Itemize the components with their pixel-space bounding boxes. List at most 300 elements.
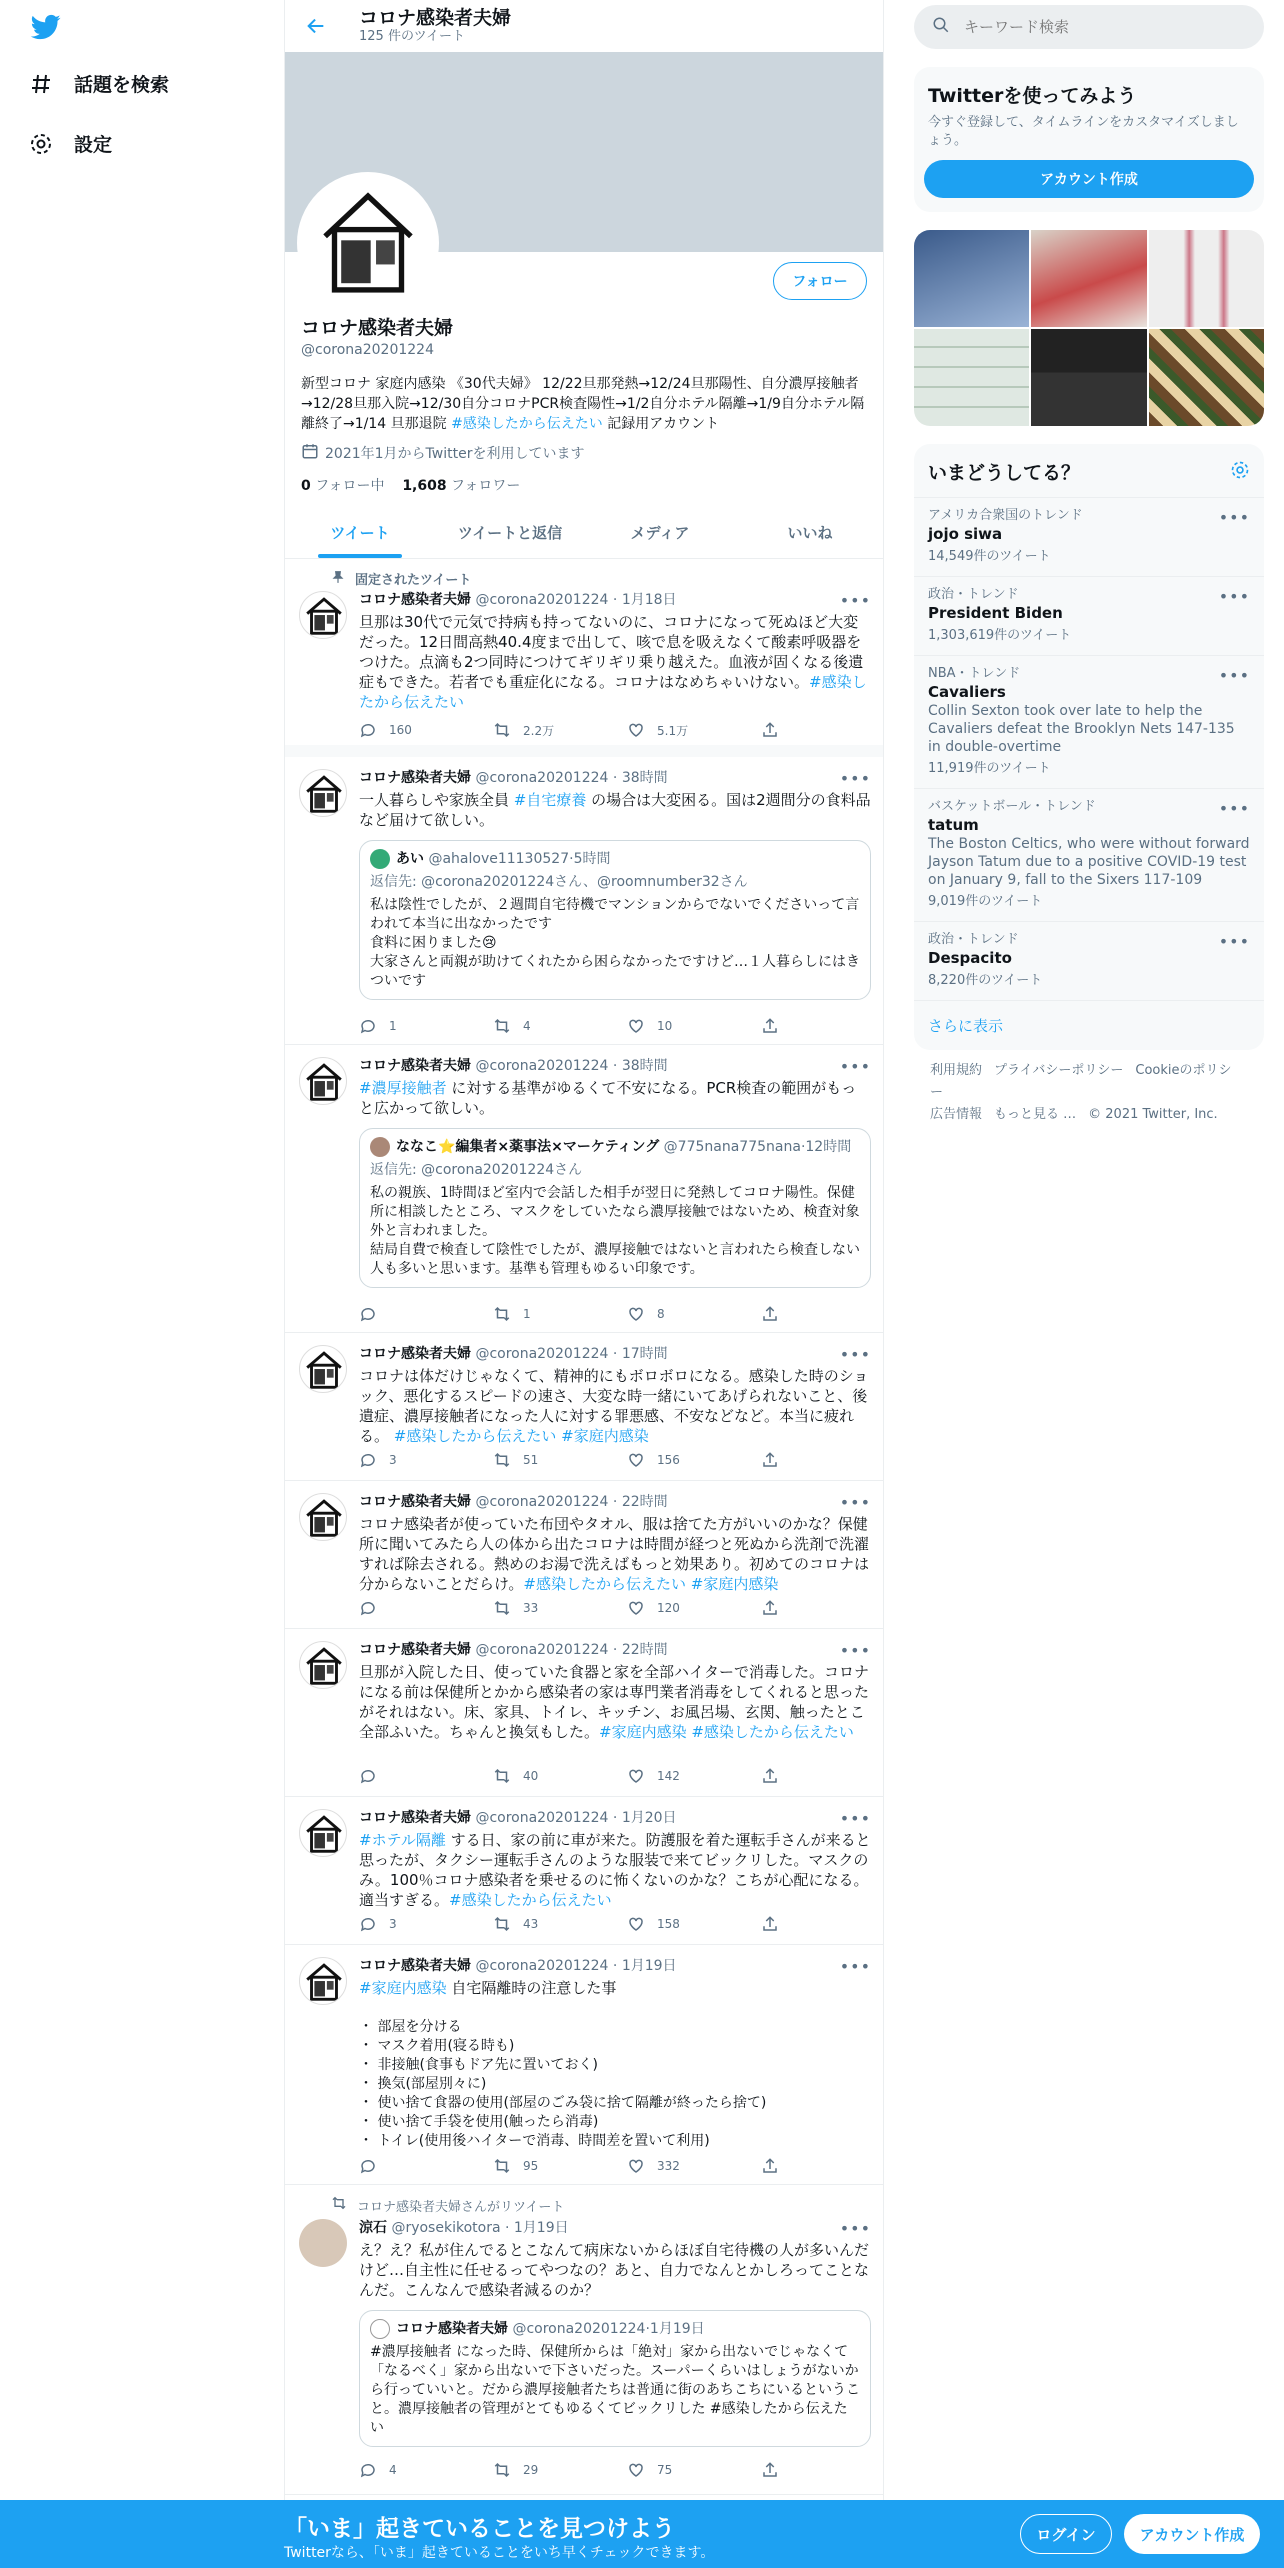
tweet-avatar[interactable] <box>299 1345 347 1393</box>
bio-text-end: 記録用アカウント <box>602 416 720 432</box>
tweet[interactable] <box>285 1797 884 1945</box>
list-item: ・ 使い捨て手袋を使用(触ったら消毒) <box>359 2114 599 2130</box>
trend-description: Collin Sexton took over late to help the Cavaliers defeat the Brooklyn Nets 147-135 in double-overtime <box>928 703 1235 755</box>
more-icon[interactable]: ••• <box>1218 587 1250 606</box>
retweet-icon <box>493 2461 511 2479</box>
tweet-actions <box>359 1017 884 1035</box>
quote-avatar <box>370 2319 390 2339</box>
tweet[interactable] <box>285 1481 884 1629</box>
retweet-count: 51 <box>523 1453 539 1467</box>
tweet-body: コロナ感染者夫婦 @corona20201224 · 1月18日 ••• 旦那は30代で元気で持病も持ってないのに、コロナになって死ぬほど大変だった。12日間高熱40.4度まで出して、咳で息を吸えなくて酸素呼吸器をつけた。点滴も2つ同時につけてギリギリ乗り越えた。血液が固くなる後遺症もできた。若者でも重症化になる。コロナはなめちゃいけない。#感染したから伝えたい <box>359 591 871 711</box>
tweet-body: コロナ感染者夫婦 @corona20201224 · 22時間 ••• 旦那が入院した日、使っていた食器と家を全部ハイターで消毒した。コロナになる前は保健所とかから感染者の家は専門業者消毒をしてくれると思ったがそれはない。床、家具、トイレ、キッチン、お風呂場、玄関、触ったとこ全部ふいた。ちゃんと換気もした。#家庭内感染 #感染したから伝えたい <box>359 1641 871 1741</box>
tweet-actions <box>359 721 884 739</box>
tweet-time[interactable]: 1月19日 <box>513 2220 569 2236</box>
reply-button[interactable] <box>359 1767 493 1785</box>
retweet-button[interactable] <box>493 721 627 739</box>
tab-likes[interactable]: いいね <box>787 523 833 542</box>
footer-links <box>914 1050 1264 1136</box>
tweet-text <box>359 612 871 712</box>
media-grid <box>914 230 1264 426</box>
tweet-avatar[interactable] <box>299 1641 347 1689</box>
more-icon[interactable]: ••• <box>839 1057 871 1076</box>
media-thumb[interactable] <box>1149 329 1264 426</box>
tweet-author[interactable]: コロナ感染者夫婦 <box>359 1346 471 1362</box>
tweet[interactable] <box>285 1629 884 1797</box>
quote-avatar <box>370 849 390 869</box>
reply-icon <box>359 1915 377 1933</box>
tweet-actions <box>359 1305 884 1323</box>
share-button[interactable] <box>761 2461 884 2479</box>
trend-count: 14,549件のツイート <box>928 549 1051 564</box>
quote-reply-to: 返信先: @corona20201224さん <box>370 1162 583 1178</box>
tweet-text-a: 一人暮らしや家族全員 <box>359 791 514 809</box>
heart-icon <box>627 1767 645 1785</box>
more-icon[interactable]: ••• <box>839 1809 871 1828</box>
tweet-hashtag[interactable]: #感染したから伝えたい <box>523 1575 686 1593</box>
tweet-text: え？え？私が住んでるとこなんて病床ないからほぼ自宅待機の人が多いんだけど…自主性に任せるってやつなの？あと、自力でなんとかしろってことなんだ。こんなんで感染者減るのか？ <box>359 2241 870 2299</box>
more-icon[interactable]: ••• <box>839 1493 871 1512</box>
profile-tabs <box>285 506 884 559</box>
tweet-pinned[interactable] <box>285 559 884 757</box>
share-button[interactable] <box>761 1915 884 1933</box>
tweet-actions <box>359 2461 884 2479</box>
tweet-text <box>359 1830 871 1910</box>
tweet-text-body: コロナ感染者が使っていた布団やタオル、服は捨てた方がいいのかな？保健所に聞いてみたら人の体から出たコロナは時間が経つと死ぬから洗剤で洗濯すれば除去される。熱めのお湯で洗えばもっと効果あり。初めてのコロナは分からないことだらけ。 <box>359 1515 870 1593</box>
list-item: ・ 非接触(食事もドア先に置いておく) <box>359 2057 598 2073</box>
like-button[interactable] <box>627 1915 761 1933</box>
tweet-handle: @corona20201224 <box>475 1346 609 1362</box>
trend-name: President Biden <box>928 604 1063 622</box>
tweet-author[interactable]: コロナ感染者夫婦 <box>359 1958 471 1974</box>
tweet-handle: @corona20201224 <box>475 770 609 786</box>
reply-button[interactable] <box>359 2461 493 2479</box>
reply-icon <box>359 721 377 739</box>
tweet-time[interactable]: 1月19日 <box>621 1958 677 1974</box>
tweet-text <box>359 1978 871 1998</box>
reply-icon <box>359 2461 377 2479</box>
heart-icon <box>627 1599 645 1617</box>
tweet-handle: @corona20201224 <box>475 1058 609 1074</box>
share-button[interactable] <box>761 2157 884 2175</box>
like-button[interactable] <box>627 1767 761 1785</box>
reply-button[interactable] <box>359 1305 493 1323</box>
tweet-actions <box>359 1767 884 1785</box>
tweet-text <box>359 790 871 830</box>
joined-text: 2021年1月からTwitterを利用しています <box>325 446 585 462</box>
footer-copyright: © 2021 Twitter, Inc. <box>1088 1107 1218 1122</box>
following-count: 0 <box>301 478 311 494</box>
profile-info <box>301 316 871 496</box>
tweet-time[interactable]: 1月18日 <box>621 592 677 608</box>
tweet-text <box>359 1078 871 1118</box>
retweet-button[interactable] <box>493 1767 627 1785</box>
reply-button[interactable] <box>359 1451 493 1469</box>
signup-card <box>914 67 1264 212</box>
media-thumb[interactable] <box>914 230 1029 327</box>
quote-reply-to: 返信先: @corona20201224さん、@roomnumber32さん <box>370 874 748 890</box>
tweet-retweeted[interactable] <box>285 2185 884 2495</box>
share-button[interactable] <box>761 1305 884 1323</box>
tweet-body: コロナ感染者夫婦 @corona20201224 · 22時間 ••• コロナ感染者が使っていた布団やタオル、服は捨てた方がいいのかな？保健所に聞いてみたら人の体から出たコロナは時間が経つと死ぬから洗剤で洗濯すれば除去される。熱めのお湯で洗えばもっと効果あり。初めてのコロナは分からないことだらけ。#感染したから伝えたい #家庭内感染 <box>359 1493 871 1593</box>
quote-time: 12時間 <box>805 1138 852 1155</box>
share-button[interactable] <box>761 1599 884 1617</box>
retweet-button[interactable] <box>493 2461 627 2479</box>
signup-title: Twitterを使ってみよう <box>928 85 1137 107</box>
signup-subtitle: 今すぐ登録して、タイムラインをカスタマイズしましょう。 <box>928 115 1239 148</box>
followers-label: フォロワー <box>446 478 521 494</box>
retweet-icon <box>493 1599 511 1617</box>
tweet[interactable] <box>285 1945 884 2185</box>
trend-name: jojo siwa <box>928 525 1003 543</box>
more-icon[interactable]: ••• <box>1218 666 1250 685</box>
reply-icon <box>359 2157 377 2175</box>
tweet-hashtag[interactable]: #濃厚接触者 <box>359 1079 447 1097</box>
quote-author: コロナ感染者夫婦 <box>396 2320 508 2337</box>
heart-icon <box>627 2157 645 2175</box>
share-icon <box>761 1915 779 1933</box>
media-thumb[interactable] <box>914 329 1029 426</box>
trend-item[interactable] <box>914 655 1264 788</box>
followers-count: 1,608 <box>402 478 447 494</box>
nav-settings-label: 設定 <box>74 134 113 156</box>
show-more-link[interactable]: さらに表示 <box>914 1000 1264 1050</box>
retweet-count: 43 <box>523 1917 539 1931</box>
tweet-avatar[interactable] <box>299 2219 347 2267</box>
profile-bio <box>301 374 871 434</box>
tweet-avatar[interactable] <box>299 1057 347 1105</box>
retweet-count: 40 <box>523 1769 539 1783</box>
quote-handle: @775nana775nana <box>663 1138 801 1155</box>
quoted-tweet[interactable]: ななこ⭐編集者×薬事法×マーケティング @775nana775nana · 12時間 返信先: @corona20201224さん 私の親族、1時間ほど室内で会話した相手が翌日に発熱してコロナ陽性。保健所に相談したところ、マスクをしていたなら濃厚接触ではないため、検査対象外と言われました。 結局自費で検査して陰性でしたが、濃厚接触ではないと言われたら検査しない人も多いと思います。基準も管理もゆるい印象です。 <box>359 1128 871 1288</box>
quote-handle: @ahalove11130527 <box>428 850 570 867</box>
tweet-handle: @corona20201224 <box>475 1958 609 1974</box>
reply-count: 4 <box>389 2463 397 2477</box>
search-icon <box>932 16 950 38</box>
quote-handle: @corona20201224 <box>512 2320 646 2337</box>
trend-category: NBA・トレンド <box>928 666 1021 681</box>
footer-cookies[interactable]: Cookieのポリシー <box>930 1063 1232 1100</box>
retweet-icon <box>493 1451 511 1469</box>
share-icon <box>761 1451 779 1469</box>
quote-text: 私の親族、1時間ほど室内で会話した相手が翌日に発熱してコロナ陽性。保健所に相談したところ、マスクをしていたなら濃厚接触ではないため、検査対象外と言われました。 結局自費で検査して陰性でしたが、濃厚接触ではないと言われたら検査しない人も多いと思います。基準も管理もゆるい印象です。 <box>370 1185 860 1277</box>
tweet-actions <box>359 1915 884 1933</box>
reply-count: 160 <box>389 723 412 737</box>
trend-category: アメリカ合衆国のトレンド <box>928 508 1083 523</box>
heart-icon <box>627 1305 645 1323</box>
tweet[interactable] <box>285 1333 884 1481</box>
more-icon[interactable]: ••• <box>1218 932 1250 951</box>
more-icon[interactable]: ••• <box>839 1641 871 1660</box>
quote-author: ななこ⭐編集者×薬事法×マーケティング <box>396 1138 660 1155</box>
like-count: 142 <box>657 1769 680 1783</box>
follow-stats <box>301 476 871 496</box>
reply-icon <box>359 1599 377 1617</box>
like-count: 332 <box>657 2159 680 2173</box>
retweet-button[interactable] <box>493 1599 627 1617</box>
quote-text: 私は陰性でしたが、２週間自宅待機でマンションからでないでくださいって言われて本当に出なかったです 食料に困りました😢 大家さんと両親が助けてくれたから困らなかったですけど…１人暮らしにはきついです <box>370 897 860 989</box>
trend-category: バスケットボール・トレンド <box>928 799 1096 814</box>
share-button[interactable] <box>761 1017 884 1035</box>
search-box[interactable] <box>914 5 1264 49</box>
tweet-time[interactable]: 17時間 <box>621 1346 668 1362</box>
reply-icon <box>359 1305 377 1323</box>
tweet-handle: @corona20201224 <box>475 1494 609 1510</box>
reply-icon <box>359 1451 377 1469</box>
back-arrow-icon[interactable] <box>303 13 329 39</box>
reply-button[interactable] <box>359 721 493 739</box>
reply-count: 3 <box>389 1453 397 1467</box>
retweet-label[interactable]: コロナ感染者夫婦さんがリツイート <box>357 2199 565 2215</box>
tab-media[interactable]: メディア <box>630 523 690 542</box>
tweet-text-b: の場合は大変困る。国は2週間分の食料品など届けて欲しい。 <box>359 791 871 829</box>
nav-explore[interactable] <box>28 70 169 97</box>
trends-card <box>914 444 1264 1050</box>
tweet[interactable] <box>285 1045 884 1333</box>
list-item: ・ 換気(部屋別々に) <box>359 2076 487 2092</box>
footer-privacy[interactable]: プライバシーポリシー <box>994 1063 1124 1078</box>
tweet-handle: @corona20201224 <box>475 1642 609 1658</box>
gear-icon[interactable] <box>1230 460 1250 485</box>
quote-time: 5時間 <box>573 850 611 867</box>
like-button[interactable] <box>627 2157 761 2175</box>
reply-button[interactable] <box>359 1017 493 1035</box>
right-sidebar <box>914 0 1264 1136</box>
retweet-button[interactable] <box>493 1305 627 1323</box>
share-icon <box>761 2157 779 2175</box>
quoted-tweet[interactable]: あい @ahalove11130527 · 5時間 返信先: @corona20201224さん、@roomnumber32さん 私は陰性でしたが、２週間自宅待機でマンションからでないでくださいって言われて本当に出なかったです 食料に困りました😢 大家さんと両親が助けてくれたから困らなかったですけど…１人暮らしにはきついです <box>359 840 871 1000</box>
trends-title: いまどうしてる？ <box>928 462 1081 484</box>
followers-link[interactable] <box>402 478 520 494</box>
nav-explore-label: 話題を検索 <box>74 74 170 96</box>
reply-count: 3 <box>389 1917 397 1931</box>
trend-category: 政治・トレンド <box>928 587 1019 602</box>
trend-category: 政治・トレンド <box>928 932 1019 947</box>
bio-hashtag[interactable]: #感染したから伝えたい <box>451 416 603 432</box>
list-item: ・ マスク着用(寝る時も) <box>359 2038 515 2054</box>
retweet-context <box>331 2195 564 2215</box>
tweet-hashtag-2[interactable]: #家庭内感染 <box>685 1575 779 1593</box>
reply-count: 1 <box>389 1019 397 1033</box>
tweet-time[interactable]: 22時間 <box>621 1642 668 1658</box>
quote-text: #濃厚接触者 になった時、保健所からは「絶対」家から出ないでじゃなくて「なるべく」家から出ないで下さいだった。スーパーくらいはしょうがないから行っていいと。だから濃厚接触者たちは普通に街のあちこちにいるということ。濃厚接触者の管理がとてもゆるくてビックリした #感染したから伝えたい <box>370 2344 860 2436</box>
heart-icon <box>627 2461 645 2479</box>
like-button[interactable] <box>627 2461 761 2479</box>
share-icon <box>761 2461 779 2479</box>
login-button[interactable]: ログイン <box>1020 2514 1112 2554</box>
tweet-body: コロナ感染者夫婦 @corona20201224 · 17時間 ••• コロナは体だけじゃなくて、精神的にもボロボロになる。感染した時のショック、悪化するスピードの速さ、大変な時一緒にいてあげられないこと、後遺症、濃厚接触者になった人に対する罪悪感、不安などなど。本当に疲れる。 #感染したから伝えたい #家庭内感染 <box>359 1345 871 1445</box>
more-icon[interactable]: ••• <box>839 769 871 788</box>
footer-more[interactable]: もっと見る … <box>994 1107 1077 1122</box>
trend-name: Despacito <box>928 949 1012 967</box>
retweet-icon <box>493 1767 511 1785</box>
tweet-avatar[interactable] <box>299 1493 347 1541</box>
tweet-text-body: 自宅隔離時の注意した事 <box>446 1979 617 1997</box>
tweet-time[interactable]: 38時間 <box>621 770 668 786</box>
main-column <box>284 0 884 2568</box>
tweet-hashtag[interactable]: #自宅療養 <box>513 791 587 809</box>
share-icon <box>761 1767 779 1785</box>
like-button[interactable] <box>627 1599 761 1617</box>
heart-icon <box>627 1451 645 1469</box>
retweet-button[interactable] <box>493 1915 627 1933</box>
footer-ads[interactable]: 広告情報 <box>930 1107 983 1122</box>
like-count: 8 <box>657 1307 665 1321</box>
tweet-author[interactable]: コロナ感染者夫婦 <box>359 770 471 786</box>
retweet-count: 29 <box>523 2463 539 2477</box>
tweet-hashtag-lead[interactable]: #ホテル隔離 <box>359 1831 446 1849</box>
footer-terms[interactable]: 利用規約 <box>930 1063 983 1078</box>
retweet-icon <box>493 1305 511 1323</box>
trend-item[interactable] <box>914 921 1264 1000</box>
like-count: 120 <box>657 1601 680 1615</box>
bottom-title: 「いま」起きていることを見つけよう <box>284 2516 675 2542</box>
more-icon[interactable]: ••• <box>839 591 871 610</box>
bio-text: 新型コロナ 家庭内感染 《30代夫婦》 12/22旦那発熱→12/24旦那陽性、自分濃厚接触者→12/28旦那入院→12/30自分コロナPCR検査陽性→1/2自分ホテル隔離→1/9自分ホテル隔離終了→1/14 旦那退院 <box>301 376 865 432</box>
tweet-hashtag[interactable]: #感染したから伝えたい <box>449 1891 612 1909</box>
tweet-body: コロナ感染者夫婦 @corona20201224 · 1月20日 ••• #ホテル隔離 する日、家の前に車が来た。防護服を着た運転手さんが来ると思ったが、タクシー運転手さんのような服装で来てビックリした。マスクのみ。100％コロナ感染者を乗せるのに怖くないのかな？こちが心配になる。適当すぎる。#感染したから伝えたい <box>359 1809 871 1909</box>
share-icon <box>761 1599 779 1617</box>
tweet-body: コロナ感染者夫婦 @corona20201224 · 1月19日 ••• #家庭内感染 自宅隔離時の注意した事 ・ 部屋を分ける ・ マスク着用(寝る時も) ・ 非接触(食事もドア先に置いておく) ・ 換気(部屋別々に) ・ 使い捨て食器の使用(部屋のごみ袋に捨て隔離が終ったら捨て) ・ 使い捨て手袋を使用(触ったら消毒) ・ トイレ(使用後ハイターで消毒、時間差を置いて利用) <box>359 1957 871 2149</box>
more-icon[interactable]: ••• <box>839 1345 871 1364</box>
share-icon <box>761 1017 779 1035</box>
profile-joined <box>301 442 871 466</box>
tweet-time[interactable]: 22時間 <box>621 1494 668 1510</box>
tweet[interactable] <box>285 757 884 1045</box>
following-link[interactable] <box>301 478 385 494</box>
follow-button[interactable]: フォロー <box>773 262 867 300</box>
pinned-label: 固定されたツイート <box>355 573 472 588</box>
twitter-logo-icon[interactable] <box>28 12 64 42</box>
quote-author: あい <box>396 850 424 867</box>
heart-icon <box>627 1915 645 1933</box>
tweet-text <box>359 1662 871 1742</box>
bottom-subtitle: Twitterなら、「いま」起きていることをいち早くチェックできます。 <box>284 2545 715 2561</box>
trend-item[interactable] <box>914 788 1264 921</box>
calendar-icon <box>301 442 319 466</box>
tweet-text-body: する日、家の前に車が来た。防護服を着た運転手さんが来ると思ったが、タクシー運転手さんのような服装で来てビックリした。マスクのみ。100％コロナ感染者を乗せるのに怖くないのかな？こちが心配になる。適当すぎる。 <box>359 1831 871 1909</box>
retweet-button[interactable] <box>493 1017 627 1035</box>
share-icon <box>761 721 779 739</box>
tweet-avatar[interactable] <box>299 1957 347 2005</box>
tweet-avatar[interactable] <box>299 1809 347 1857</box>
tweet-body: コロナ感染者夫婦 @corona20201224 · 38時間 ••• #濃厚接触者 に対する基準がゆるくて不安になる。PCR検査の範囲がもっと広かって欲しい。 ななこ⭐編集者×薬事法×マーケティング @775nana775nana · 12時間 返信先: @corona20201224さん 私の親族、1時間ほど室内で会話した相手が翌日に発熱してコロナ陽性。保健所に相談したところ、マスクをしていたなら濃厚接触ではないため、検査対象外と言われました。 結局自費で検査して陰性でしたが、濃厚接触ではないと言われたら検査しない人も多いと思います。基準も管理もゆるい印象です。 <box>359 1057 871 1288</box>
reply-button[interactable] <box>359 2157 493 2175</box>
like-button[interactable] <box>627 1451 761 1469</box>
tweet-time[interactable]: 1月20日 <box>621 1810 677 1826</box>
share-button[interactable] <box>761 1767 884 1785</box>
search-input[interactable] <box>964 18 1224 36</box>
more-icon[interactable]: ••• <box>839 1957 871 1976</box>
like-button[interactable] <box>627 1017 761 1035</box>
trend-item[interactable] <box>914 576 1264 655</box>
tweet-text-body: コロナは体だけじゃなくて、精神的にもボロボロになる。感染した時のショック、悪化するスピードの速さ、大変な時一緒にいてあげられないこと、後遺症、濃厚接触者になった人に対する罪悪感、不安などなど。本当に疲れる。 <box>359 1367 869 1445</box>
reply-button[interactable] <box>359 1915 493 1933</box>
profile-handle: @corona20201224 <box>301 342 434 358</box>
tab-tweets-replies[interactable]: ツイートと返信 <box>457 523 563 542</box>
trend-name: Cavaliers <box>928 683 1006 701</box>
trend-description: The Boston Celtics, who were without forward Jayson Tatum due to a positive COVID-19 test on January 9, fall to the Sixers 117-109 <box>928 836 1250 888</box>
nav-settings[interactable] <box>28 130 112 157</box>
bottom-signup-button[interactable]: アカウント作成 <box>1124 2514 1260 2554</box>
retweet-button[interactable] <box>493 2157 627 2175</box>
retweet-count: 2.2万 <box>523 723 555 738</box>
trend-item[interactable] <box>914 497 1264 576</box>
trend-count: 1,303,619件のツイート <box>928 628 1072 643</box>
tweet-avatar[interactable] <box>299 769 347 817</box>
tweet-body: コロナ感染者夫婦 @corona20201224 · 38時間 ••• 一人暮らしや家族全員 #自宅療養 の場合は大変困る。国は2週間分の食料品など届けて欲しい。 あい @ahalove11130527 · 5時間 返信先: @corona20201224さん、@roomnumber32さん 私は陰性でしたが、２週間自宅待機でマンションからでないでくださいって言われて本当に出なかったです 食料に困りました😢 大家さんと両親が助けてくれたから困らなかったですけど…１人暮らしにはきついです <box>359 769 871 1000</box>
tweet-avatar[interactable] <box>299 591 347 639</box>
signup-button[interactable]: アカウント作成 <box>924 160 1254 198</box>
heart-icon <box>627 1017 645 1035</box>
share-button[interactable] <box>761 1451 884 1469</box>
tweet-text <box>359 1366 871 1446</box>
more-icon[interactable]: ••• <box>1218 508 1250 527</box>
tweet-handle: @corona20201224 <box>475 1810 609 1826</box>
more-icon[interactable]: ••• <box>1218 799 1250 818</box>
retweet-button[interactable] <box>493 1451 627 1469</box>
media-thumb[interactable] <box>1031 230 1146 327</box>
share-button[interactable] <box>761 721 884 739</box>
tweet-hashtag[interactable]: #感染したから伝えたい <box>393 1427 557 1445</box>
reply-button[interactable] <box>359 1599 493 1617</box>
media-thumb[interactable] <box>1031 329 1146 426</box>
quote-time: 1月19日 <box>649 2320 705 2337</box>
trend-name: tatum <box>928 816 979 834</box>
quote-avatar <box>370 1137 390 1157</box>
login-prompt-bar <box>0 2500 1284 2568</box>
tweet-author[interactable]: コロナ感染者夫婦 <box>359 1058 471 1074</box>
following-label: フォロー中 <box>310 478 385 494</box>
tweet-author[interactable]: コロナ感染者夫婦 <box>359 1494 471 1510</box>
tweet-author[interactable]: コロナ感染者夫婦 <box>359 1810 471 1826</box>
tab-tweets[interactable]: ツイート <box>285 506 435 558</box>
media-thumb[interactable] <box>1149 230 1264 327</box>
tweet-hashtag[interactable]: #感染したから伝えたい <box>359 673 867 711</box>
tweet-author[interactable]: 涼石 <box>359 2220 387 2236</box>
profile-avatar[interactable] <box>297 172 439 314</box>
profile-name: コロナ感染者夫婦 <box>301 317 454 339</box>
tweet-hashtag-lead[interactable]: #家庭内感染 <box>359 1979 447 1997</box>
tweet-handle: @ryosekikotora <box>391 2220 501 2236</box>
like-count: 5.1万 <box>657 723 689 738</box>
tweet-author[interactable]: コロナ感染者夫婦 <box>359 592 471 608</box>
tweet-hashtag-2[interactable]: #感染したから伝えたい <box>686 1723 854 1741</box>
retweet-count: 95 <box>523 2159 539 2173</box>
retweet-count: 4 <box>523 1019 531 1033</box>
like-button[interactable] <box>627 1305 761 1323</box>
reply-icon <box>359 1017 377 1035</box>
like-count: 10 <box>657 1019 673 1033</box>
reply-icon <box>359 1767 377 1785</box>
tweet-hashtag[interactable]: #家庭内感染 <box>599 1723 687 1741</box>
retweet-icon <box>331 2195 347 2215</box>
quoted-tweet[interactable]: コロナ感染者夫婦 @corona20201224 · 1月19日 #濃厚接触者 になった時、保健所からは「絶対」家から出ないでじゃなくて「なるべく」家から出ないで下さいだった。スーパーくらいはしょうがないから行っていいと。だから濃厚接触者たちは普通に街のあちこちにいるということ。濃厚接触者の管理がとてもゆるくてビックリした #感染したから伝えたい <box>359 2310 871 2447</box>
tweet-text-body: 旦那は30代で元気で持病も持ってないのに、コロナになって死ぬほど大変だった。12日間高熱40.4度まで出して、咳で息を吸えなくて酸素呼吸器をつけた。点滴も2つ同時につけてギリギリ乗り越えた。血液が固くなる後遺症もできた。若者でも重症化になる。コロナはなめちゃいけない。 <box>359 613 864 691</box>
tweet-actions <box>359 2157 884 2175</box>
like-button[interactable] <box>627 721 761 739</box>
retweet-count: 1 <box>523 1307 531 1321</box>
retweet-icon <box>493 1915 511 1933</box>
tweet-hashtag-2[interactable]: #家庭内感染 <box>556 1427 649 1445</box>
tweet-body: 涼石 @ryosekikotora · 1月19日 ••• え？え？私が住んでるとこなんて病床ないからほぼ自宅待機の人が多いんだけど…自主性に任せるってやつなの？あと、自力でなんとかしろってことなんだ。こんなんで感染者減るのか？ コロナ感染者夫婦 @corona20201224 · 1月19日 #濃厚接触者 になった時、保健所からは「絶対」家から出ないでじゃなくて「なるべく」家から出ないで下さいだった。スーパーくらいはしょうがないから行っていいと。だから濃厚接触者たちは普通に街のあちこちにいるということ。濃厚接触者の管理がとてもゆるくてビックリした #感染したから伝えたい <box>359 2219 871 2447</box>
tweet-time[interactable]: 38時間 <box>621 1058 668 1074</box>
tweet-actions <box>359 1451 884 1469</box>
more-icon[interactable]: ••• <box>839 2219 871 2238</box>
list-item: ・ 使い捨て食器の使用(部屋のごみ袋に捨て隔離が終ったら捨て) <box>359 2095 767 2111</box>
tweet-author[interactable]: コロナ感染者夫婦 <box>359 1642 471 1658</box>
trend-count: 8,220件のツイート <box>928 973 1043 988</box>
trend-count: 11,919件のツイート <box>928 761 1051 776</box>
